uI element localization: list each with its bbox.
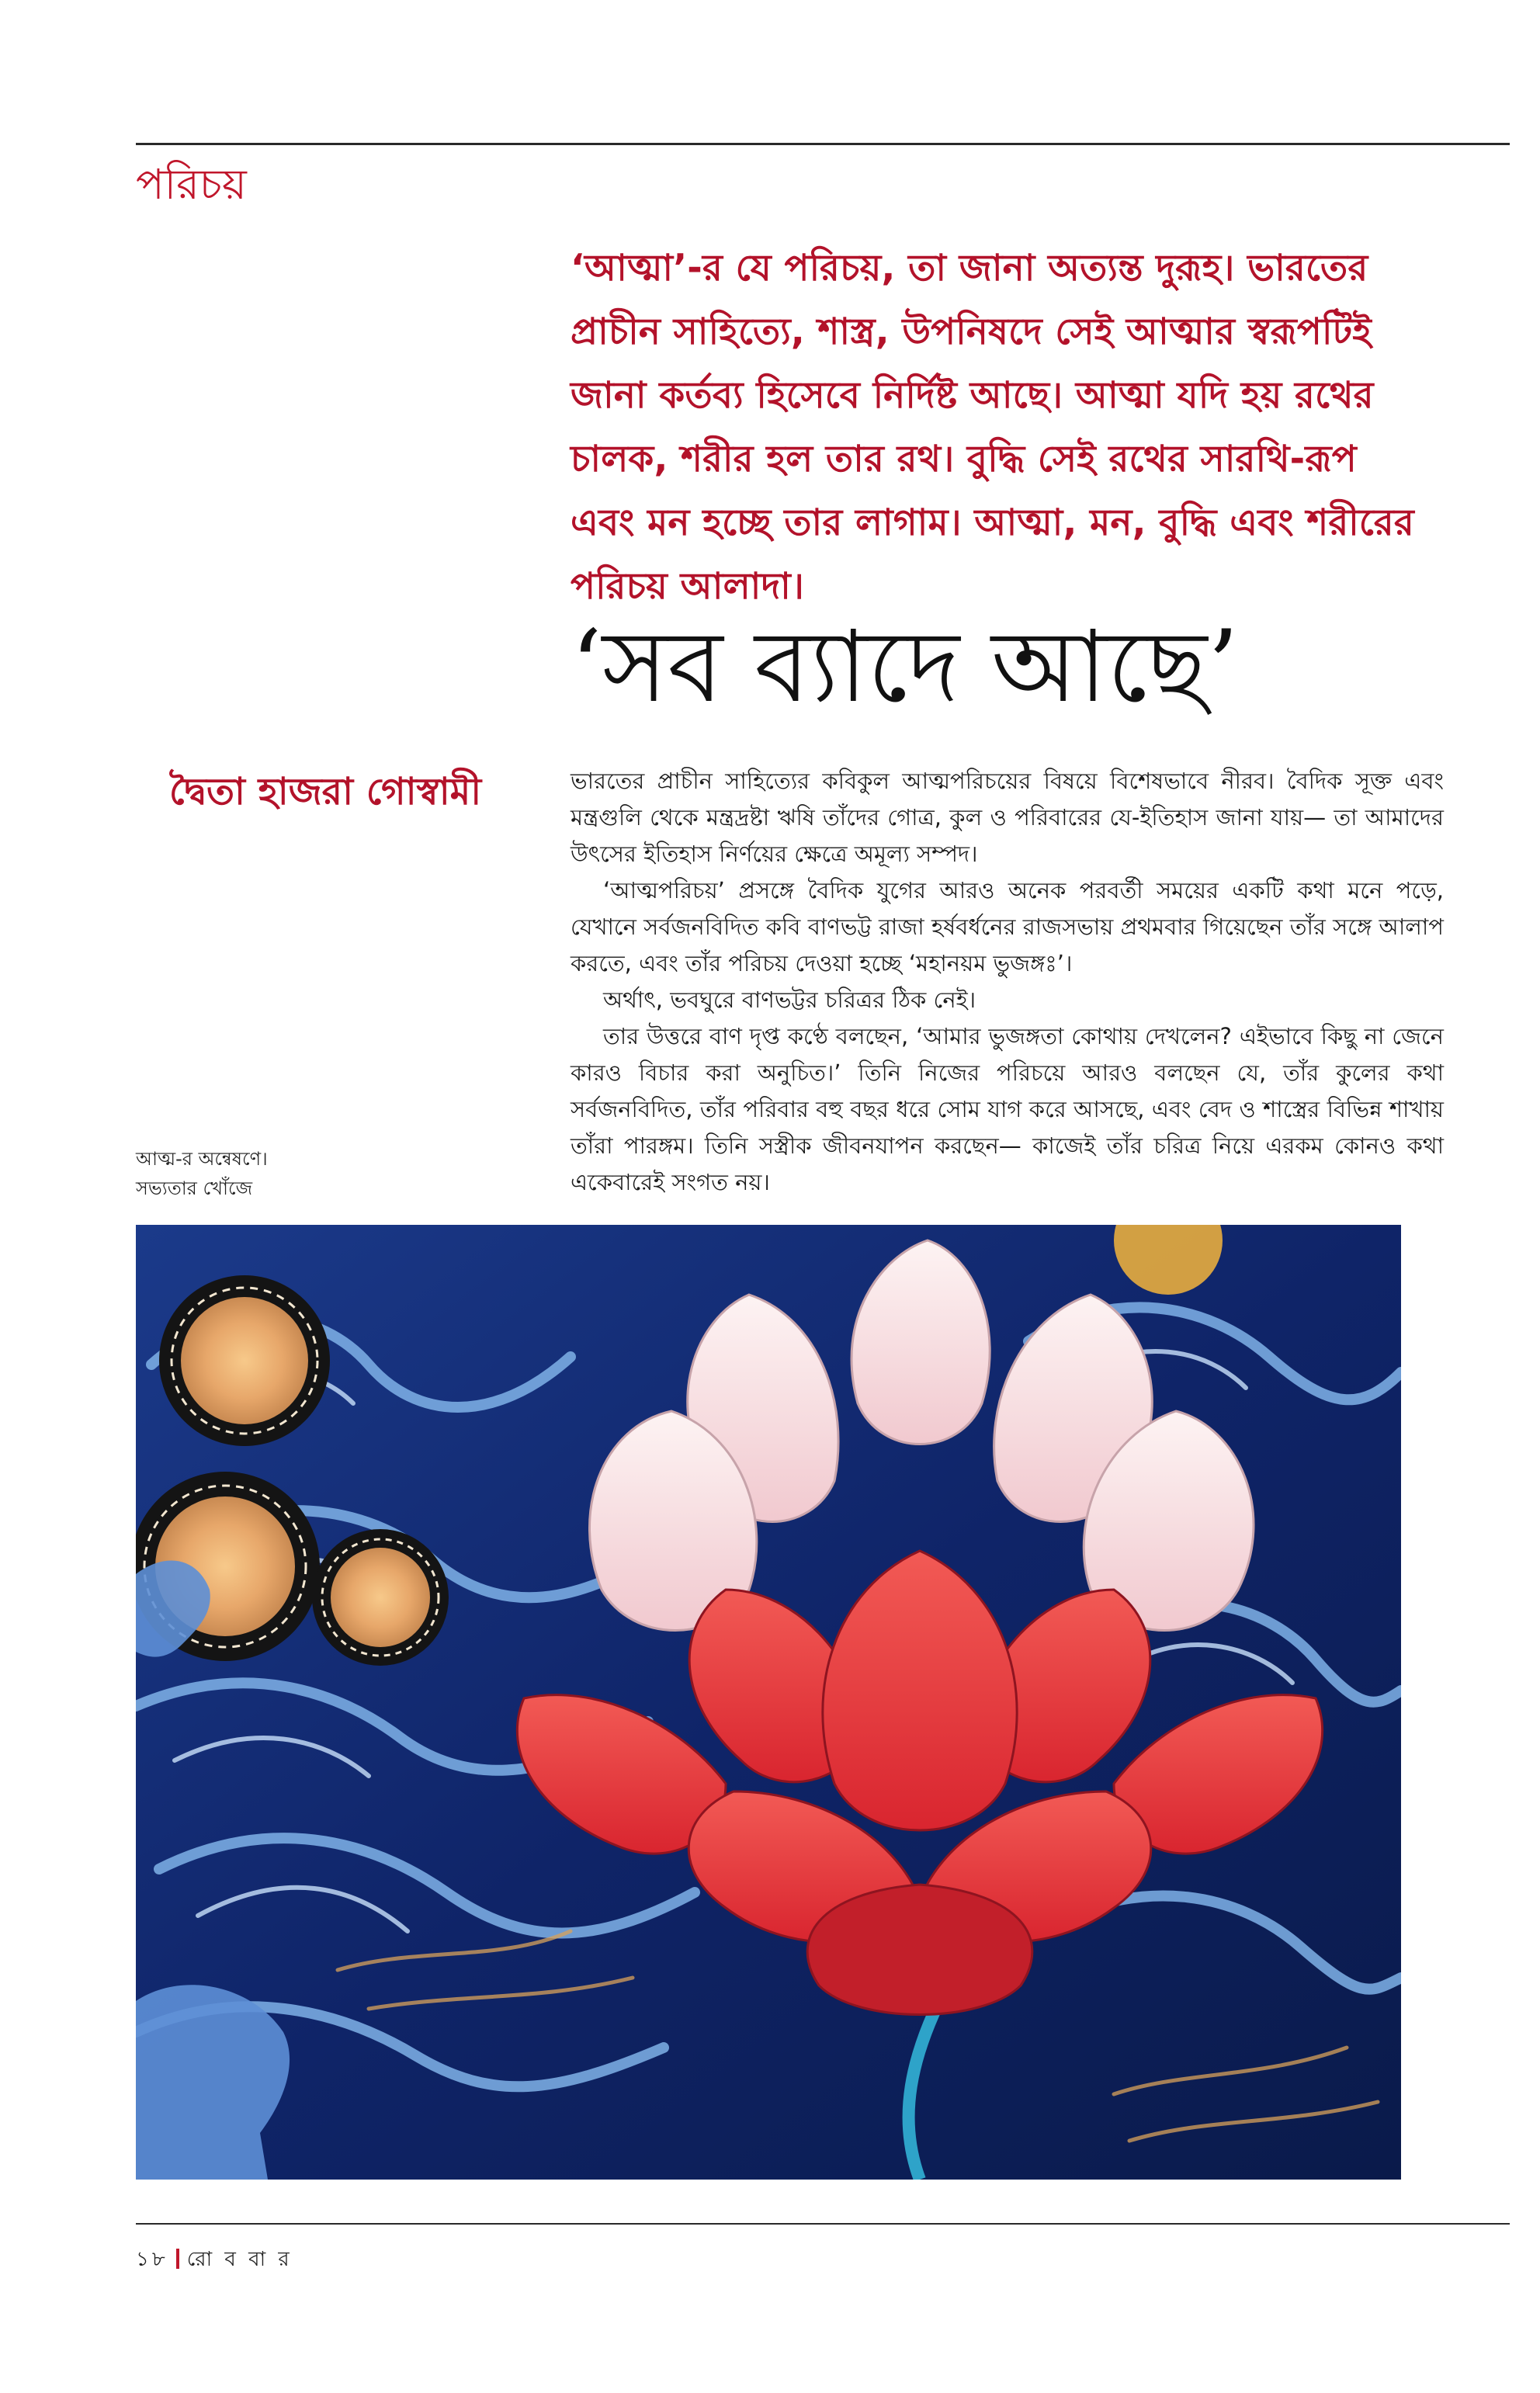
page-footer (136, 2243, 293, 2277)
footer-separator (176, 2249, 179, 2269)
section-label: পরিচয় (136, 160, 247, 209)
bottom-rule (136, 2223, 1510, 2225)
top-rule (136, 143, 1510, 145)
body-paragraph-2: ‘আত্মপরিচয়’ প্রসঙ্গে বৈদিক যুগের আরও অনেক পরবর্তী সময়ের একটি কথা মনে পড়ে, যেখানে সর্বজনবিদিত কবি বাণভট্ট রাজা হর্ষবর্ধনের রাজসভায় প্রথমবার গিয়েছেন তাঁর সঙ্গে আলাপ করতে, এবং তাঁর পরিচয় দেওয়া হচ্ছে ‘মহানয়ম ভুজঙ্গঃ’। (571, 877, 1444, 976)
image-caption (136, 1144, 369, 1203)
intro-paragraph: ‘আত্মা’-র যে পরিচয়, তা জানা অত্যন্ত দুরূহ। ভারতের প্রাচীন সাহিত্যে, শাস্ত্র, উপনিষদে সেই আত্মার স্বরূপটিই জানা কর্তব্য হিসেবে নির্দিষ্ট আছে। আত্মা যদি হয় রথের চালক, শরীর হল তার রথ। বুদ্ধি সেই রথের সারথি-রূপ এবং মন হচ্ছে তার লাগাম। আত্মা, মন, বুদ্ধি এবং শরীরের পরিচয় আলাদা। (571, 247, 1414, 608)
lotus-illustration (136, 1225, 1401, 2180)
article-body (571, 763, 1444, 1201)
lotus-artwork (136, 1225, 1401, 2180)
publication-name: রো ব বা র (186, 2248, 293, 2271)
body-paragraph-3: অর্থাৎ, ভবঘুরে বাণভট্টর চরিত্রর ঠিক নেই। (603, 987, 976, 1013)
body-paragraph-1: ভারতের প্রাচীন সাহিত্যের কবিকুল আত্মপরিচয়ের বিষয়ে বিশেষভাবে নীরব। বৈদিক সূক্ত এবং মন্ত্রগুলি থেকে মন্ত্রদ্রষ্টা ঋষি তাঁদের গোত্র, কুল ও পরিবারের যে-ইতিহাস জানা যায়— তা আমাদের উৎসের ইতিহাস নির্ণয়ের ক্ষেত্রে অমূল্য সম্পদ। (571, 768, 1444, 867)
body-paragraph-4: তার উত্তরে বাণ দৃপ্ত কণ্ঠে বলছেন, ‘আমার ভুজঙ্গতা কোথায় দেখলেন? এইভাবে কিছু না জেনে কারও বিচার করা অনুচিত।’ তিনি নিজের পরিচয়ে আরও বলছেন যে, তাঁর কুলের কথা সর্বজনবিদিত, তাঁর পরিবার বহু বছর ধরে সোম যাগ করে আসছে, এবং বেদ ও শাস্ত্রের বিভিন্ন শাখায় তাঁরা পারঙ্গম। তিনি সস্ত্রীক জীবনযাপন করছেন— কাজেই তাঁর চরিত্র নিয়ে এরকম কোনও কথা একেবারেই সংগত নয়। (571, 1023, 1445, 1195)
page-number: ১৮ (136, 2248, 168, 2271)
author-byline: দ্বৈতা হাজরা গোস্বামী (169, 770, 482, 813)
caption-line-2: সভ্যতার খোঁজে (136, 1177, 253, 1199)
article-headline: ‘সব ব্যাদে আছে’ (571, 609, 1240, 725)
caption-line-1: আত্ম-র অন্বেষণে। (136, 1148, 268, 1170)
